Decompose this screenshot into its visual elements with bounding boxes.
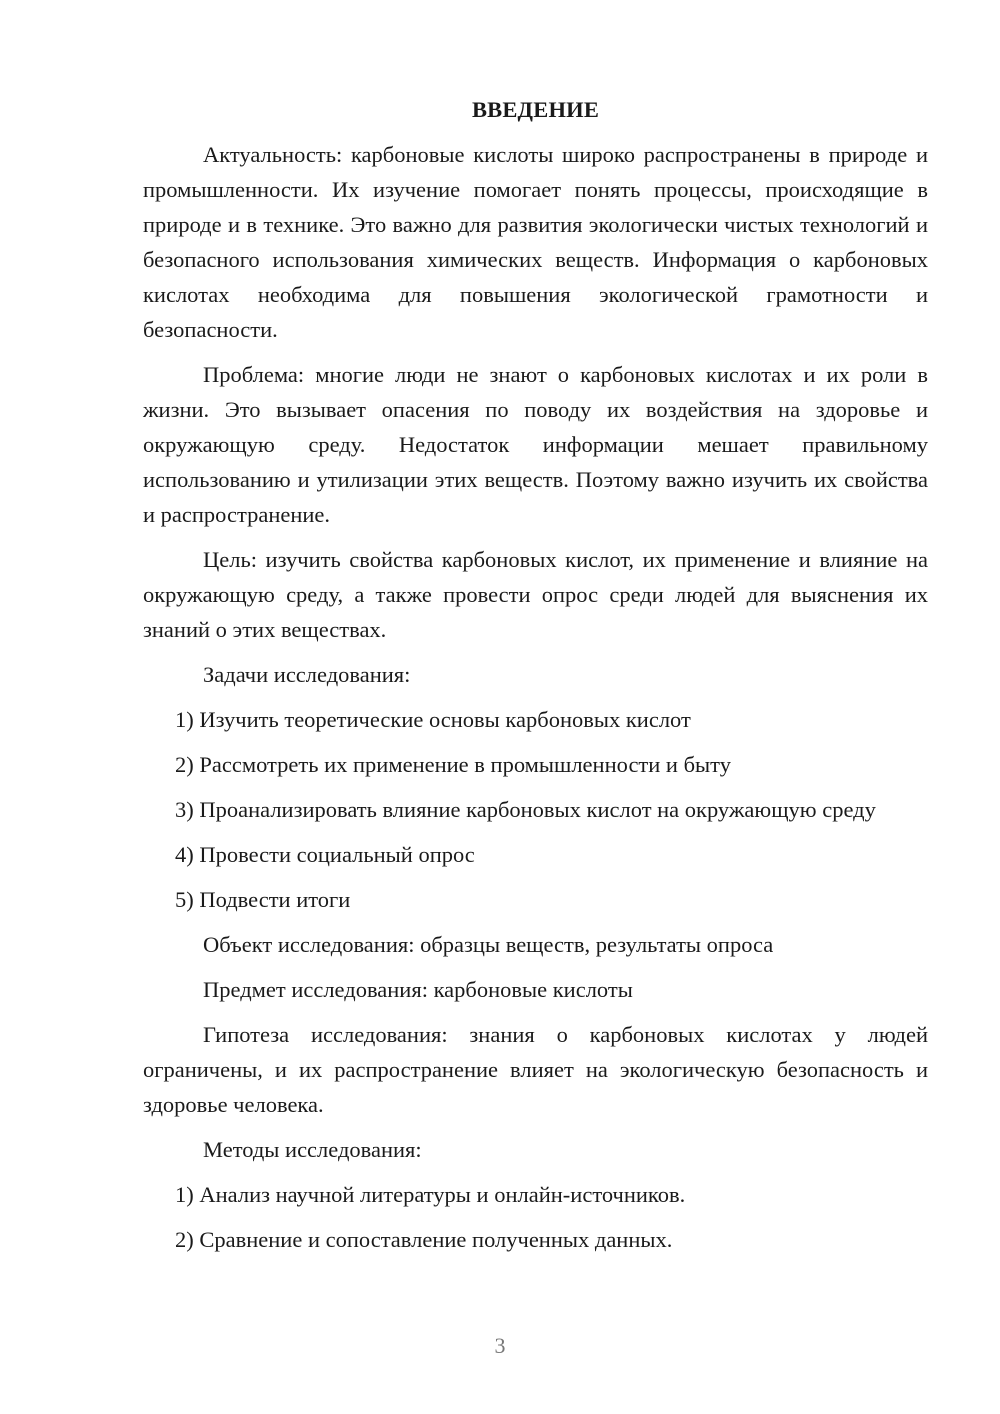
research-subject: Предмет исследования: карбоновые кислоты xyxy=(203,977,633,1002)
task-item-1: 1) Изучить теоретические основы карбоновых кислот xyxy=(175,707,691,732)
section-title: ВВЕДЕНИЕ xyxy=(471,97,600,122)
task-item-5: 5) Подвести итоги xyxy=(175,887,351,912)
task-item-3: 3) Проанализировать влияние карбоновых кислот на окружающую среду xyxy=(175,797,876,822)
task-item-2: 2) Рассмотреть их применение в промышленности и быту xyxy=(175,752,731,777)
research-hypothesis: Гипотеза исследования: знания о карбоновых кислотах у людей ограничены, и их распространение влияет на экологическую безопасность и здоровье человека. xyxy=(143,1022,928,1117)
tasks-heading: Задачи исследования: xyxy=(203,662,411,687)
document-page xyxy=(143,92,928,1257)
page-number: 3 xyxy=(494,1333,506,1358)
relevance-paragraph: Актуальность: карбоновые кислоты широко распространены в природе и промышленности. Их изучение помогает понять процессы, происходящие в природе и в технике. Это важно для развития экологически чистых технологий и безопасного использования химических веществ. Информация о карбоновых кислотах необходима для повышения экологической грамотности и безопасности. xyxy=(143,142,928,342)
problem-paragraph: Проблема: многие люди не знают о карбоновых кислотах и их роли в жизни. Это вызывает опасения по поводу их воздействия на здоровье и окружающую среду. Недостаток информации мешает правильному использованию и утилизации этих веществ. Поэтому важно изучить их свойства и распространение. xyxy=(143,362,928,527)
research-object: Объект исследования: образцы веществ, результаты опроса xyxy=(203,932,774,957)
goal-paragraph: Цель: изучить свойства карбоновых кислот, их применение и влияние на окружающую среду, а также провести опрос среди людей для выяснения их знаний о этих веществах. xyxy=(143,547,928,642)
task-item-4: 4) Провести социальный опрос xyxy=(175,842,475,867)
methods-heading: Методы исследования: xyxy=(203,1137,422,1162)
method-item-2: 2) Сравнение и сопоставление полученных данных. xyxy=(175,1227,673,1252)
method-item-1: 1) Анализ научной литературы и онлайн-источников. xyxy=(175,1182,686,1207)
